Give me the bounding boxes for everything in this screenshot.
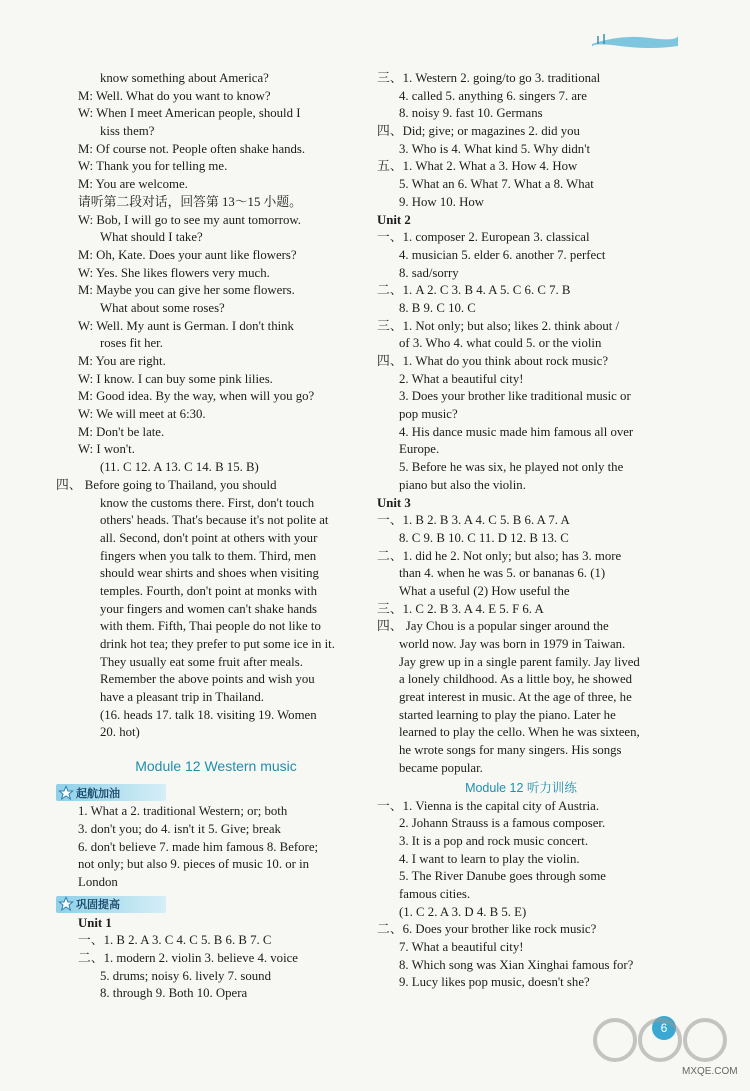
text-line: 5. The River Danube goes through some <box>399 869 606 884</box>
banner-label: 起航加油 <box>76 786 120 800</box>
text-line: M: Well. What do you want to know? <box>78 88 271 103</box>
text-line: W: We will meet at 6:30. <box>78 407 206 422</box>
text-line: of 3. Who 4. what could 5. or the violin <box>399 336 602 351</box>
text-line: 5. drums; noisy 6. lively 7. sound <box>100 968 271 983</box>
text-line: 3. don't you; do 4. isn't it 5. Give; break <box>78 821 281 836</box>
text-line: What should I take? <box>100 230 203 245</box>
text-line: not only; but also 9. pieces of music 10. or in <box>78 857 310 872</box>
text-line: M: You are welcome. <box>78 177 188 192</box>
text-line: W: When I meet American people, should I <box>78 106 301 121</box>
text-line: 8. B 9. C 10. C <box>399 300 476 315</box>
text-line: W: Thank you for telling me. <box>78 159 228 174</box>
text-line: should wear shirts and shoes when visiting <box>100 566 319 581</box>
banner-label: 巩固提高 <box>76 898 120 912</box>
text-line: What a useful (2) How useful the <box>399 583 570 598</box>
text-line: world now. Jay was born in 1979 in Taiwan. <box>399 637 626 651</box>
text-line: temples. Fourth, don't point at monks with <box>100 583 318 598</box>
text-line: 2. Johann Strauss is a famous composer. <box>399 816 606 831</box>
text-line: 6. don't believe 7. made him famous 8. Before; <box>78 839 319 854</box>
text-line: W: Bob, I will go to see my aunt tomorrow. <box>78 212 301 227</box>
text-line: know the customs there. First, don't touch <box>100 495 315 510</box>
text-line: learned to play the cello. When he was sixteen, <box>399 725 640 740</box>
text-line: 一、1. composer 2. European 3. classical <box>377 230 590 245</box>
text-line: have a pleasant trip in Thailand. <box>100 690 264 705</box>
text-line: W: Well. My aunt is German. I don't think <box>78 318 294 333</box>
text-line: What about some roses? <box>100 300 225 315</box>
listening-module-title: Module 12 听力训练 <box>465 780 577 795</box>
text-line: M: Good idea. By the way, when will you go? <box>78 389 315 404</box>
text-line: 4. His dance music made him famous all over <box>399 424 634 439</box>
text-line: 8. through 9. Both 10. Opera <box>100 986 248 1001</box>
text-line: 4. musician 5. elder 6. another 7. perfect <box>399 247 606 262</box>
text-line: than 4. when he was 5. or bananas 6. (1) <box>399 566 606 581</box>
text-line: 20. hot) <box>100 725 140 740</box>
text-line: They usually eat some fruit after meals. <box>100 654 303 669</box>
text-line: famous cities. <box>399 886 471 901</box>
text-line: 8. Which song was Xian Xinghai famous for? <box>399 957 634 972</box>
text-line: roses fit her. <box>100 336 163 351</box>
star-icon <box>56 896 76 913</box>
text-line: M: Of course not. People often shake hands. <box>78 141 306 156</box>
text-line: Unit 2 <box>377 212 411 227</box>
text-line: 二、1. A 2. C 3. B 4. A 5. C 6. C 7. B <box>377 283 571 298</box>
text-line: 8. C 9. B 10. C 11. D 12. B 13. C <box>399 530 569 545</box>
text-line: W: Yes. She likes flowers very much. <box>78 265 270 280</box>
text-line: 请听第二段对话，回答第 13～15 小题。 <box>78 194 302 209</box>
text-line: 3. It is a pop and rock music concert. <box>399 833 589 848</box>
text-line: became popular. <box>399 760 483 775</box>
text-line: 9. Lucy likes pop music, doesn't she? <box>399 975 590 990</box>
text-line: 8. sad/sorry <box>399 265 459 280</box>
text-line: W: I know. I can buy some pink lilies. <box>78 371 273 386</box>
text-line: Unit 3 <box>377 495 411 510</box>
text-line: 二、6. Does your brother like rock music? <box>377 922 597 937</box>
text-line: 5. Before he was six, he played not only the <box>399 460 624 475</box>
section-banner-gonggu <box>56 896 166 913</box>
text-line: 四、Did; give; or magazines 2. did you <box>377 124 580 139</box>
text-line: 一、1. Vienna is the capital city of Austria. <box>377 798 600 813</box>
text-line: he wrote songs for many singers. His songs <box>399 743 622 758</box>
text-line: M: You are right. <box>78 354 166 368</box>
text-line: 3. Who is 4. What kind 5. Why didn't <box>399 141 591 156</box>
text-line: 二、1. modern 2. violin 3. believe 4. voice <box>78 950 298 965</box>
text-line: W: I won't. <box>78 442 135 457</box>
text-line: 四、1. What do you think about rock music? <box>377 354 609 368</box>
text-line: 四、 Before going to Thailand, you should <box>56 477 277 492</box>
text-line: all. Second, don't point at others with your <box>100 530 318 545</box>
text-line: Europe. <box>399 442 440 457</box>
text-line: London <box>78 874 118 889</box>
text-line: 9. How 10. How <box>399 194 484 209</box>
text-line: 一、1. B 2. B 3. A 4. C 5. B 6. A 7. A <box>377 513 570 528</box>
module-title: Module 12 Western music <box>135 758 297 775</box>
text-line: 1. What a 2. traditional Western; or; both <box>78 804 288 819</box>
text-line: Jay grew up in a single parent family. Jay lived <box>399 654 640 669</box>
text-line: 三、1. C 2. B 3. A 4. E 5. F 6. A <box>377 601 544 616</box>
text-line: (11. C 12. A 13. C 14. B 15. B) <box>100 460 259 475</box>
section-banner-qihang <box>56 784 166 801</box>
text-line: 五、1. What 2. What a 3. How 4. How <box>377 159 578 174</box>
text-line: your fingers and women can't shake hands <box>100 601 317 616</box>
text-line: 一、1. B 2. A 3. C 4. C 5. B 6. B 7. C <box>78 933 272 948</box>
text-line: started learning to play the piano. Later he <box>399 707 616 722</box>
watermark-text: MXQE.COM <box>682 1066 738 1077</box>
text-line: M: Don't be late. <box>78 424 165 439</box>
text-line: M: Maybe you can give her some flowers. <box>78 283 295 298</box>
text-line: 二、1. did he 2. Not only; but also; has 3. more <box>377 548 622 563</box>
text-line: fingers when you talk to them. Third, men <box>100 548 317 563</box>
text-line: with them. Fifth, Thai people do not like to <box>100 619 321 634</box>
text-line: pop music? <box>399 407 458 422</box>
text-line: 8. noisy 9. fast 10. Germans <box>399 106 543 121</box>
text-line: 4. called 5. anything 6. singers 7. are <box>399 88 587 103</box>
text-line: know something about America? <box>100 71 269 85</box>
right-column <box>377 70 665 992</box>
text-line: M: Oh, Kate. Does your aunt like flowers? <box>78 247 297 262</box>
text-line: Remember the above points and wish you <box>100 672 315 687</box>
text-line: 四、 Jay Chou is a popular singer around the <box>377 619 609 634</box>
text-line: 三、1. Not only; but also; likes 2. think about / <box>377 318 620 333</box>
text-line: a lonely childhood. As a little boy, he showed <box>399 672 633 687</box>
text-line: others' heads. That's because it's not polite at <box>100 513 329 528</box>
text-line: (1. C 2. A 3. D 4. B 5. E) <box>399 904 527 919</box>
text-line: 5. What an 6. What 7. What a 8. What <box>399 177 594 192</box>
header-decoration <box>590 30 680 52</box>
text-line: 三、1. Western 2. going/to go 3. traditional <box>377 71 601 85</box>
text-line: 2. What a beautiful city! <box>399 371 524 386</box>
text-line: drink hot tea; they prefer to put some ice in it. <box>100 637 335 651</box>
text-line: Unit 1 <box>78 915 112 930</box>
text-line: 3. Does your brother like traditional music or <box>399 389 631 404</box>
star-icon <box>56 784 76 801</box>
text-line: kiss them? <box>100 124 155 139</box>
text-line: 4. I want to learn to play the violin. <box>399 851 580 866</box>
text-line: (16. heads 17. talk 18. visiting 19. Women <box>100 707 317 722</box>
left-column <box>56 70 354 1003</box>
text-line: great interest in music. At the age of three, he <box>399 690 632 705</box>
page-number: 6 <box>652 1016 676 1040</box>
text-line: piano but also the violin. <box>399 477 526 492</box>
text-line: 7. What a beautiful city! <box>399 940 524 954</box>
